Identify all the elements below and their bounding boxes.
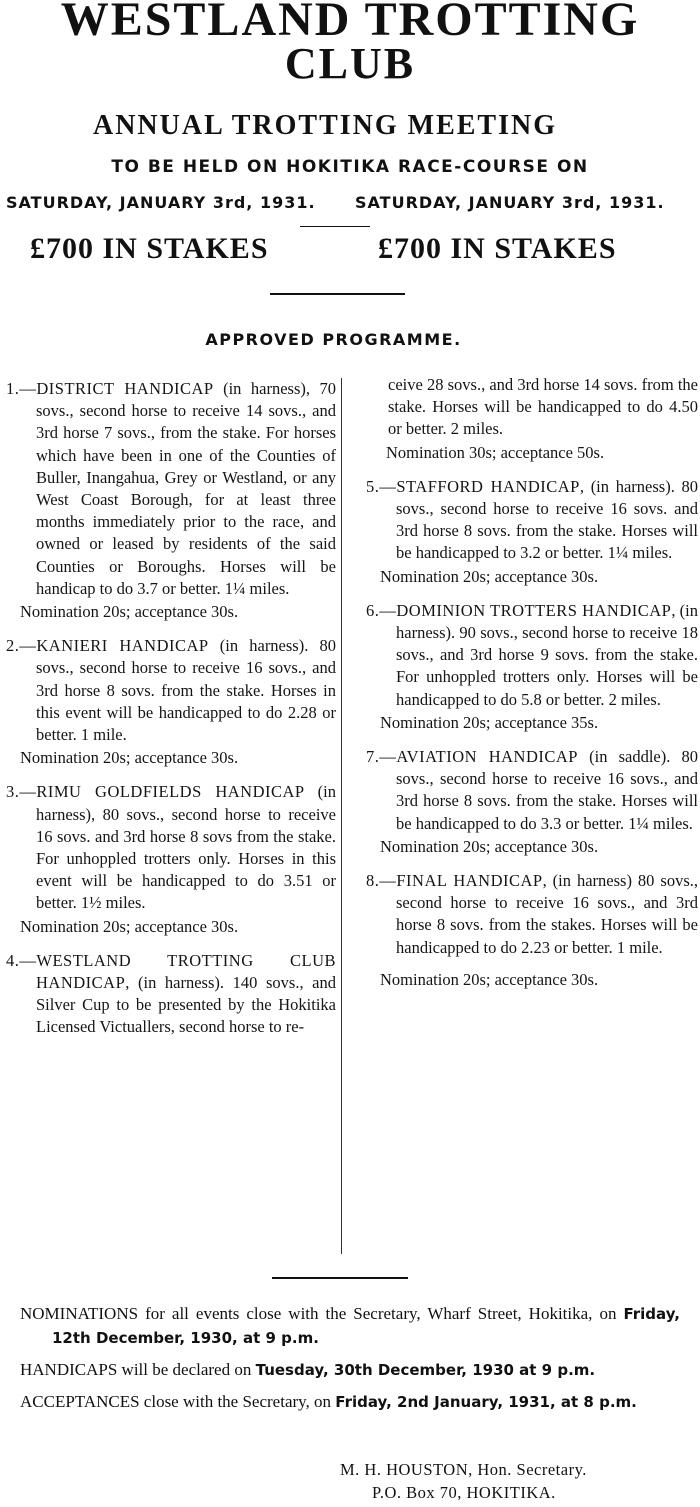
- event-fees: Nomination 20s; acceptance 30s.: [380, 566, 599, 586]
- short-divider: [300, 226, 370, 227]
- event-title: 5.—STAFFORD HANDICAP: [366, 476, 580, 496]
- event-title: 8.—FINAL HANDICAP: [366, 871, 543, 891]
- event-title: 1.—DISTRICT HANDICAP: [6, 379, 214, 398]
- event-fees: Nomination 20s; acceptance 30s.: [20, 748, 239, 768]
- acceptances-text: ACCEPTANCES close with the Secretary, on: [20, 1392, 332, 1411]
- event-continuation: ceive 28 sovs., and 3rd horse 14 sovs. from the stake. Horses will be handicapped to do 4.50 or better. 2 miles.: [388, 375, 698, 439]
- column-divider: [341, 378, 342, 1254]
- signature-address: P.O. Box 70, HOKITIKA.: [372, 1483, 556, 1502]
- event-6: [366, 600, 698, 734]
- meeting-title: ANNUAL TROTTING MEETING: [92, 110, 557, 141]
- event-body: , (in harness). 80 sovs., second horse to receive 16 sovs. and 3rd horse 8 sovs. from the stake. Horses will be handicapped to 3.2 or better. 1¼ miles.: [396, 476, 699, 563]
- acceptances-date: Friday, 2nd January, 1931, at 8 p.m.: [335, 1393, 637, 1411]
- event-body: , (in harness) 80 sovs., second horse to receive 16 sovs., and 3rd horse 8 sovs. from the stakes. Horses will be handicapped to do 2.23 or better. 1 mile.: [396, 871, 698, 957]
- event-body: , (in harness). 90 sovs., second horse to receive 18 sovs., and 3rd horse 9 sovs. from the stake. For unhoppled trotters only. Horses will be handicapped to do 5.8 or better. 2 miles.: [396, 600, 698, 709]
- event-3: [6, 781, 336, 937]
- event-body: (in saddle). 80 sovs., second horse to receive 16 sovs., and 3rd horse 8 sovs. from the stake. Horses will be handicapped to do 3.3 or better. 1¼ miles.: [396, 747, 698, 833]
- event-title: 6.—DOMINION TROTTERS HANDICAP: [366, 600, 672, 620]
- handicaps-text: HANDICAPS will be declared on: [20, 1360, 252, 1379]
- event-5: [366, 476, 698, 588]
- nominations-text: NOMINATIONS for all events close with the Secretary, Wharf Street, Hokitika, on: [20, 1304, 617, 1323]
- event-2: [6, 635, 336, 769]
- date-right: SATURDAY, JANUARY 3rd, 1931.: [355, 193, 665, 212]
- event-fees: Nomination 20s; acceptance 30s.: [20, 916, 239, 936]
- date-left: SATURDAY, JANUARY 3rd, 1931.: [6, 193, 316, 212]
- acceptances-notice: [20, 1390, 680, 1414]
- event-body: , (in harness). 140 sovs., and Silver Cup to be presented by the Hokitika Licensed Victuallers, second horse to re-: [36, 973, 336, 1037]
- event-title: 7.—AVIATION HANDICAP: [366, 747, 578, 767]
- programme-right-column: [366, 374, 698, 1003]
- event-4-continued: [366, 374, 698, 464]
- event-body: (in harness), 80 sovs., second horse to receive 16 sovs. and 3rd horse 8 sovs from the stake. For unhoppled trotters only. Horses in this event will be handicapped to do 3.51 or better. 1½ miles.: [36, 782, 336, 913]
- signature-name: M. H. HOUSTON, Hon. Secretary.: [340, 1460, 587, 1479]
- event-1: [6, 378, 336, 623]
- event-body: (in harness), 70 sovs., second horse to receive 14 sovs., and 3rd horse 7 sovs., from the stake. For horses which have been in one of the Counties of Buller, Inangahua, Grey or Westland, or any West Coast Borough, for at least three months immediately prior to the race, and owned or leased by residents of the said Counties or Boroughs. Horses will be handicap to do 3.7 or better. 1¼ miles.: [36, 379, 336, 598]
- event-title: 2.—KANIERI HANDICAP: [6, 636, 209, 656]
- nominations-date: Friday, 12th December, 1930, at 9 p.m.: [52, 1305, 681, 1347]
- event-title: 4.—WESTLAND TROTTING CLUB HANDICAP: [6, 950, 336, 993]
- footer-divider: [272, 1277, 408, 1279]
- event-8: [366, 870, 698, 991]
- event-fees: Nomination 20s; acceptance 30s.: [20, 602, 239, 622]
- stakes-left: £700 IN STAKES: [30, 232, 269, 265]
- notices: [20, 1302, 680, 1422]
- signature: [340, 1458, 660, 1504]
- event-fees: Nomination 30s; acceptance 50s.: [386, 442, 605, 462]
- event-7: [366, 746, 698, 858]
- programme-left-column: [6, 378, 336, 1051]
- stakes-right: £700 IN STAKES: [378, 232, 617, 265]
- event-title: 3.—RIMU GOLDFIELDS HANDICAP: [6, 782, 305, 802]
- event-fees: Nomination 20s; acceptance 30s.: [380, 969, 599, 989]
- header-divider: [270, 293, 405, 295]
- club-name-line2: CLUB: [284, 39, 416, 88]
- club-name-line1: WESTLAND TROTTING: [60, 0, 640, 46]
- handicaps-date: Tuesday, 30th December, 1930 at 9 p.m.: [255, 1361, 596, 1379]
- event-fees: Nomination 20s; acceptance 30s.: [380, 836, 599, 856]
- event-body: (in harness). 80 sovs., second horse to receive 16 sovs., and 3rd horse 8 sovs. from the stake. Horses in this event will be handicapped to do 2.28 or better. 1 mile.: [36, 636, 336, 745]
- venue-line: TO BE HELD ON HOKITIKA RACE-COURSE ON: [111, 157, 589, 177]
- event-4: [6, 950, 336, 1039]
- event-fees: Nomination 20s; acceptance 35s.: [380, 712, 599, 732]
- programme-heading: APPROVED PROGRAMME.: [205, 330, 462, 349]
- nominations-notice: [20, 1302, 680, 1350]
- handicaps-notice: [20, 1358, 680, 1382]
